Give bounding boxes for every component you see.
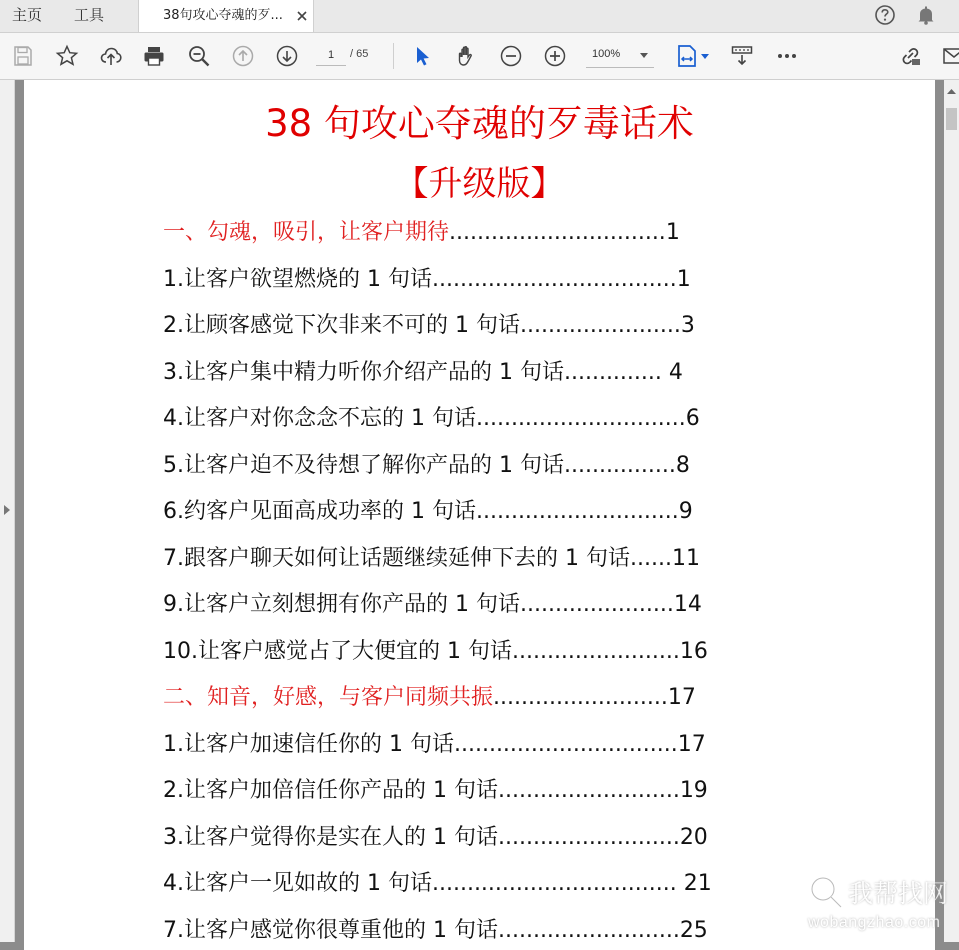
- toc-leader-dots: ................: [563, 452, 676, 478]
- pdf-page: [24, 80, 935, 950]
- watermark: [802, 868, 957, 940]
- toc-page-number: 17: [677, 731, 706, 757]
- toc-entry-title: 10.让客户感觉占了大便宜的 1 句话: [163, 638, 512, 664]
- magnifier-logo-icon: [806, 872, 846, 912]
- toc-leader-dots: ........................: [511, 638, 680, 664]
- toc-leader-dots: .........................: [493, 685, 668, 710]
- tab-tools[interactable]: 工具: [74, 6, 105, 24]
- toc-leader-dots: ......................: [519, 592, 674, 617]
- toc-entry-title: 4.让客户一见如故的 1 句话: [163, 871, 432, 896]
- toc-entry[interactable]: [163, 728, 706, 762]
- toolbar: [0, 33, 959, 80]
- toc-leader-dots: ...............................: [449, 220, 666, 245]
- toc-leader-dots: ..............................: [475, 406, 686, 431]
- toc-page-number: 25: [679, 917, 708, 943]
- toc-entry[interactable]: [163, 867, 712, 901]
- zoom-in-icon[interactable]: [543, 44, 567, 68]
- next-page-icon[interactable]: [275, 44, 299, 68]
- bell-icon[interactable]: [915, 4, 937, 26]
- print-icon[interactable]: [142, 44, 166, 68]
- toc-entry[interactable]: [163, 402, 700, 436]
- toc-entry-title: 7.跟客户聊天如何让话题继续延伸下去的 1 句话: [163, 545, 630, 571]
- zoom-value: 100%: [592, 48, 621, 60]
- bookmark-star-icon[interactable]: [55, 44, 79, 68]
- vertical-scrollbar[interactable]: [944, 80, 959, 942]
- page-total: / 65: [350, 48, 369, 60]
- toc-entry[interactable]: [163, 588, 702, 622]
- help-icon[interactable]: [874, 4, 896, 26]
- toc-page-number: 17: [667, 685, 696, 710]
- navigation-pane-toggle[interactable]: [0, 80, 15, 942]
- toc-page-number: 6: [685, 406, 700, 431]
- hand-tool-icon[interactable]: [455, 44, 479, 68]
- toc-entry-title: 3.让客户觉得你是实在人的 1 句话: [163, 824, 498, 850]
- zoom-out-icon[interactable]: [499, 44, 523, 68]
- toc-entry-title: 二、知音，好感，与客户同频共振: [163, 685, 494, 710]
- toc-leader-dots: ......: [629, 545, 672, 571]
- toc-leader-dots: .......................: [519, 313, 681, 338]
- toc-entry-title: 4.让客户对你念念不忘的 1 句话: [163, 406, 476, 431]
- document-title: 38 句攻心夺魂的歹毒话术: [265, 102, 694, 145]
- toc-entry-title: 一、勾魂，吸引，让客户期待: [163, 220, 450, 245]
- toc-entry[interactable]: [163, 635, 708, 669]
- toc-leader-dots: .............................: [475, 499, 679, 524]
- toc-leader-dots: ................................: [453, 731, 678, 757]
- cloud-upload-icon[interactable]: [99, 44, 123, 68]
- tab-home[interactable]: 主页: [12, 6, 43, 24]
- toc-page-number: 21: [683, 871, 712, 896]
- more-options-icon[interactable]: [775, 44, 799, 68]
- toc-page-number: 11: [671, 545, 700, 571]
- scroll-up-icon[interactable]: [947, 88, 956, 95]
- toc-entry[interactable]: [163, 263, 691, 297]
- close-icon[interactable]: [295, 9, 309, 23]
- toc-entry[interactable]: [163, 914, 708, 948]
- tab-document[interactable]: [138, 0, 314, 32]
- toc-page-number: 3: [680, 313, 695, 338]
- toc-entry[interactable]: [163, 356, 683, 390]
- toc-entry-title: 9.让客户立刻想拥有你产品的 1 句话: [163, 592, 520, 617]
- save-icon[interactable]: [11, 44, 35, 68]
- toc-section-heading[interactable]: [163, 216, 680, 250]
- toc-entry-title: 3.让客户集中精力听你介绍产品的 1 句话: [163, 359, 564, 385]
- toc-entry[interactable]: [163, 774, 708, 808]
- toc-page-number: 1: [665, 220, 680, 245]
- scroll-thumb[interactable]: [946, 108, 957, 130]
- chevron-down-icon: [640, 53, 648, 59]
- tab-document-label: 38句攻心夺魂的歹...: [163, 8, 283, 23]
- toc-leader-dots: ...................................: [431, 871, 684, 896]
- toc-leader-dots: ..........................: [497, 824, 680, 850]
- tab-bar: [0, 0, 959, 33]
- toc-page-number: 4: [668, 359, 683, 385]
- zoom-out-search-icon[interactable]: [187, 44, 211, 68]
- toc-leader-dots: ..............: [563, 359, 669, 385]
- chevron-down-icon[interactable]: [701, 54, 709, 60]
- toc-entry-title: 2.让顾客感觉下次非来不可的 1 句话: [163, 313, 520, 338]
- toc-page-number: 9: [678, 499, 693, 524]
- chevron-right-icon: [3, 504, 11, 516]
- toc-section-heading[interactable]: [163, 681, 696, 715]
- document-subtitle: 【升级版】: [394, 164, 565, 204]
- toc-entry[interactable]: [163, 309, 695, 343]
- toc-page-number: 8: [675, 452, 690, 478]
- toc-entry-title: 1.让客户加速信任你的 1 句话: [163, 731, 454, 757]
- toc-entry[interactable]: [163, 542, 700, 576]
- zoom-select[interactable]: [586, 45, 654, 68]
- toc-leader-dots: ...................................: [431, 266, 677, 292]
- share-link-icon[interactable]: [898, 44, 922, 68]
- fit-page-icon[interactable]: [675, 44, 699, 68]
- page-number-input[interactable]: [316, 45, 346, 66]
- toc-entry-title: 5.让客户迫不及待想了解你产品的 1 句话: [163, 452, 564, 478]
- toc-entry-title: 2.让客户加倍信任你产品的 1 句话: [163, 778, 498, 803]
- toc-entry[interactable]: [163, 449, 690, 483]
- toc-page-number: 14: [673, 592, 702, 617]
- toc-page-number: 20: [679, 824, 708, 850]
- watermark-url: wobangzhao.com: [808, 914, 941, 931]
- toc-entry-title: 7.让客户感觉你很尊重他的 1 句话: [163, 917, 498, 943]
- toc-entry-title: 1.让客户欲望燃烧的 1 句话: [163, 266, 432, 292]
- watermark-name: 我帮找网: [848, 879, 949, 908]
- toc-leader-dots: ..........................: [497, 917, 680, 943]
- toc-entry[interactable]: [163, 495, 693, 529]
- toc-leader-dots: ..........................: [497, 778, 680, 803]
- previous-page-icon[interactable]: [231, 44, 255, 68]
- toolbar-divider: [393, 43, 394, 69]
- toc-page-number: 19: [679, 778, 708, 803]
- toc-entry-title: 6.约客户见面高成功率的 1 句话: [163, 499, 476, 524]
- toc-page-number: 16: [679, 638, 708, 664]
- scroll-mode-icon[interactable]: [730, 44, 754, 68]
- toc-entry[interactable]: [163, 821, 708, 855]
- select-cursor-icon[interactable]: [411, 44, 435, 68]
- email-icon[interactable]: [942, 44, 959, 68]
- toc-page-number: 1: [676, 266, 691, 292]
